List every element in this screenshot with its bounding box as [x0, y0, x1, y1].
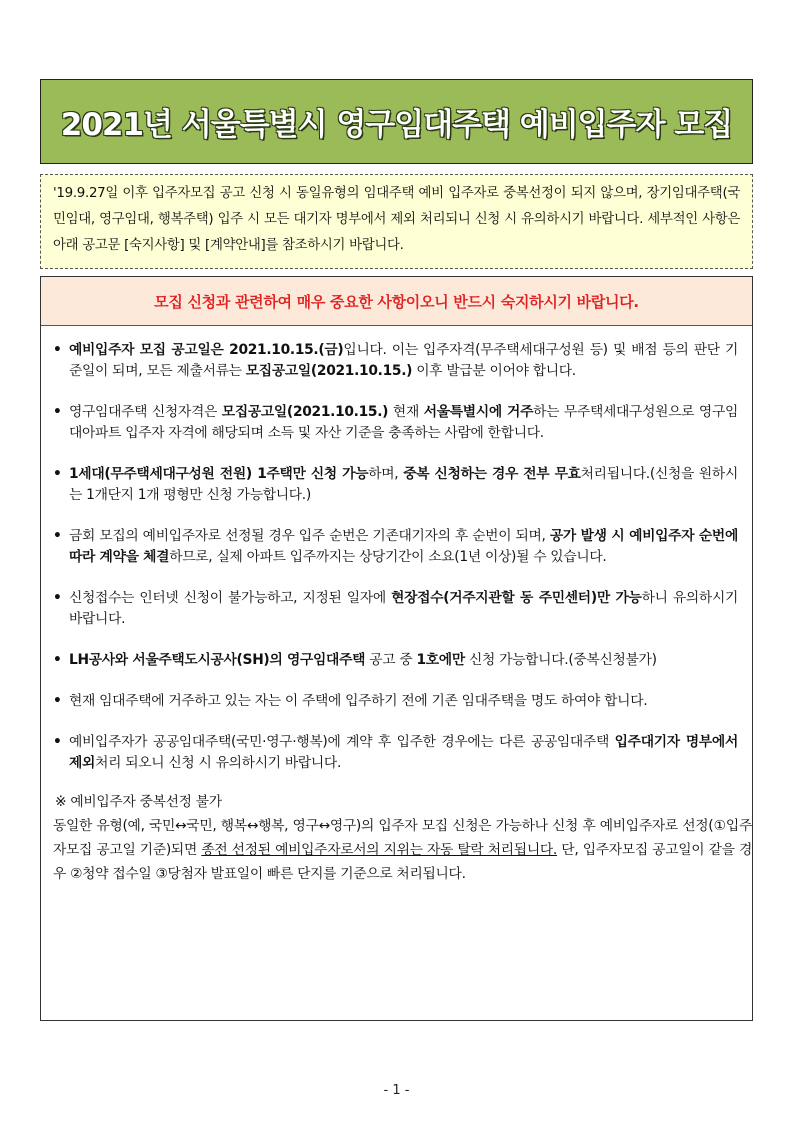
bullet-icon: •	[53, 652, 62, 668]
important-notice-section	[40, 276, 753, 1021]
notice-list	[41, 326, 752, 774]
list-item: • 현재 임대주택에 거주하고 있는 자는 이 주택에 입주하기 전에 기존 임대주택을 명도 하여야 합니다.	[53, 691, 738, 712]
bullet-icon: •	[53, 404, 62, 420]
list-item: • 금회 모집의 예비입주자로 선정될 경우 입주 순번은 기존대기자의 후 순번이 되며, 공가 발생 시 예비입주자 순번에 따라 계약을 체결하므로, 실제 아파트 입주까지는 상당기간이 소요(1년 이상)될 수 있습니다.	[53, 528, 738, 565]
bullet-icon: •	[53, 590, 62, 606]
list-item: • 영구임대주택 신청자격은 모집공고일(2021.10.15.) 현재 서울특별시에 거주하는 무주택세대구성원으로 영구임대아파트 입주자 자격에 해당되며 소득 및 자산 기준을 충족하는 사람에 한합니다.	[53, 404, 739, 441]
list-item: • 신청접수는 인터넷 신청이 불가능하고, 지정된 일자에 현장접수(거주지관할 동 주민센터)만 가능하니 유의하시기 바랍니다.	[53, 590, 739, 627]
page-title: 2021년 서울특별시 영구임대주택 예비입주자 모집	[60, 107, 733, 143]
notice-box: '19.9.27일 이후 입주자모집 공고 신청 시 동일유형의 임대주택 예비 입주자로 중복선정이 되지 않으며, 장기임대주택(국민임대, 영구임대, 행복주택) 입주 시 모든 대기자 명부에서 제외 처리되니 신청 시 유의하시기 바랍니다. 세부적인 사항은 아래 공고문 [숙지사항] 및 [계약안내]를 참조하시기 바랍니다.	[40, 174, 753, 269]
bullet-icon: •	[53, 466, 62, 482]
note-heading: ※ 예비입주자 중복선정 불가	[55, 794, 222, 810]
bullet-icon: •	[53, 734, 62, 750]
duplicate-selection-note	[41, 790, 752, 886]
title-banner	[40, 79, 753, 164]
bullet-icon: •	[53, 342, 62, 358]
list-item: • LH공사와 서울주택도시공사(SH)의 영구임대주택 공고 중 1호에만 신청 가능합니다.(중복신청불가)	[53, 650, 738, 671]
page-number: - 1 -	[383, 1083, 410, 1098]
bullet-icon: •	[53, 693, 62, 709]
underlined-warning: 종전 선정된 예비입주자로서의 지위는 자동 탈락 처리됩니다.	[201, 842, 557, 858]
note-body: 동일한 유형(예, 국민↔국민, 행복↔행복, 영구↔영구)의 입주자 모집 신청은 가능하나 신청 후 예비입주자로 선정(①입주자모집 공고일 기준)되면 종전 선정된 예비입주자로서의 지위는 자동 탈락 처리됩니다. 단, 입주자모집 공고일이 같을 경우 ②청약 접수일 ③당첨자 발표일이 빠른 단지를 기준으로 처리됩니다.	[53, 818, 753, 882]
list-item: • 예비입주자 모집 공고일은 2021.10.15.(금)입니다. 이는 입주자격(무주택세대구성원 등) 및 배점 등의 판단 기준일이 되며, 모든 제출서류는 모집공고일(2021.10.15.) 이후 발급분 이어야 합니다.	[53, 342, 738, 379]
list-item: • 1세대(무주택세대구성원 전원) 1주택만 신청 가능하며, 중복 신청하는 경우 전부 무효처리됩니다.(신청을 원하시는 1개단지 1개 평형만 신청 가능합니다.)	[53, 466, 738, 503]
list-item: • 예비입주자가 공공임대주택(국민·영구·행복)에 계약 후 입주한 경우에는 다른 공공임대주택 입주대기자 명부에서 제외처리 되오니 신청 시 유의하시기 바랍니다.	[53, 734, 738, 771]
important-notice-header: 모집 신청과 관련하여 매우 중요한 사항이오니 반드시 숙지하시기 바랍니다.	[41, 277, 752, 326]
bullet-icon: •	[53, 528, 62, 544]
